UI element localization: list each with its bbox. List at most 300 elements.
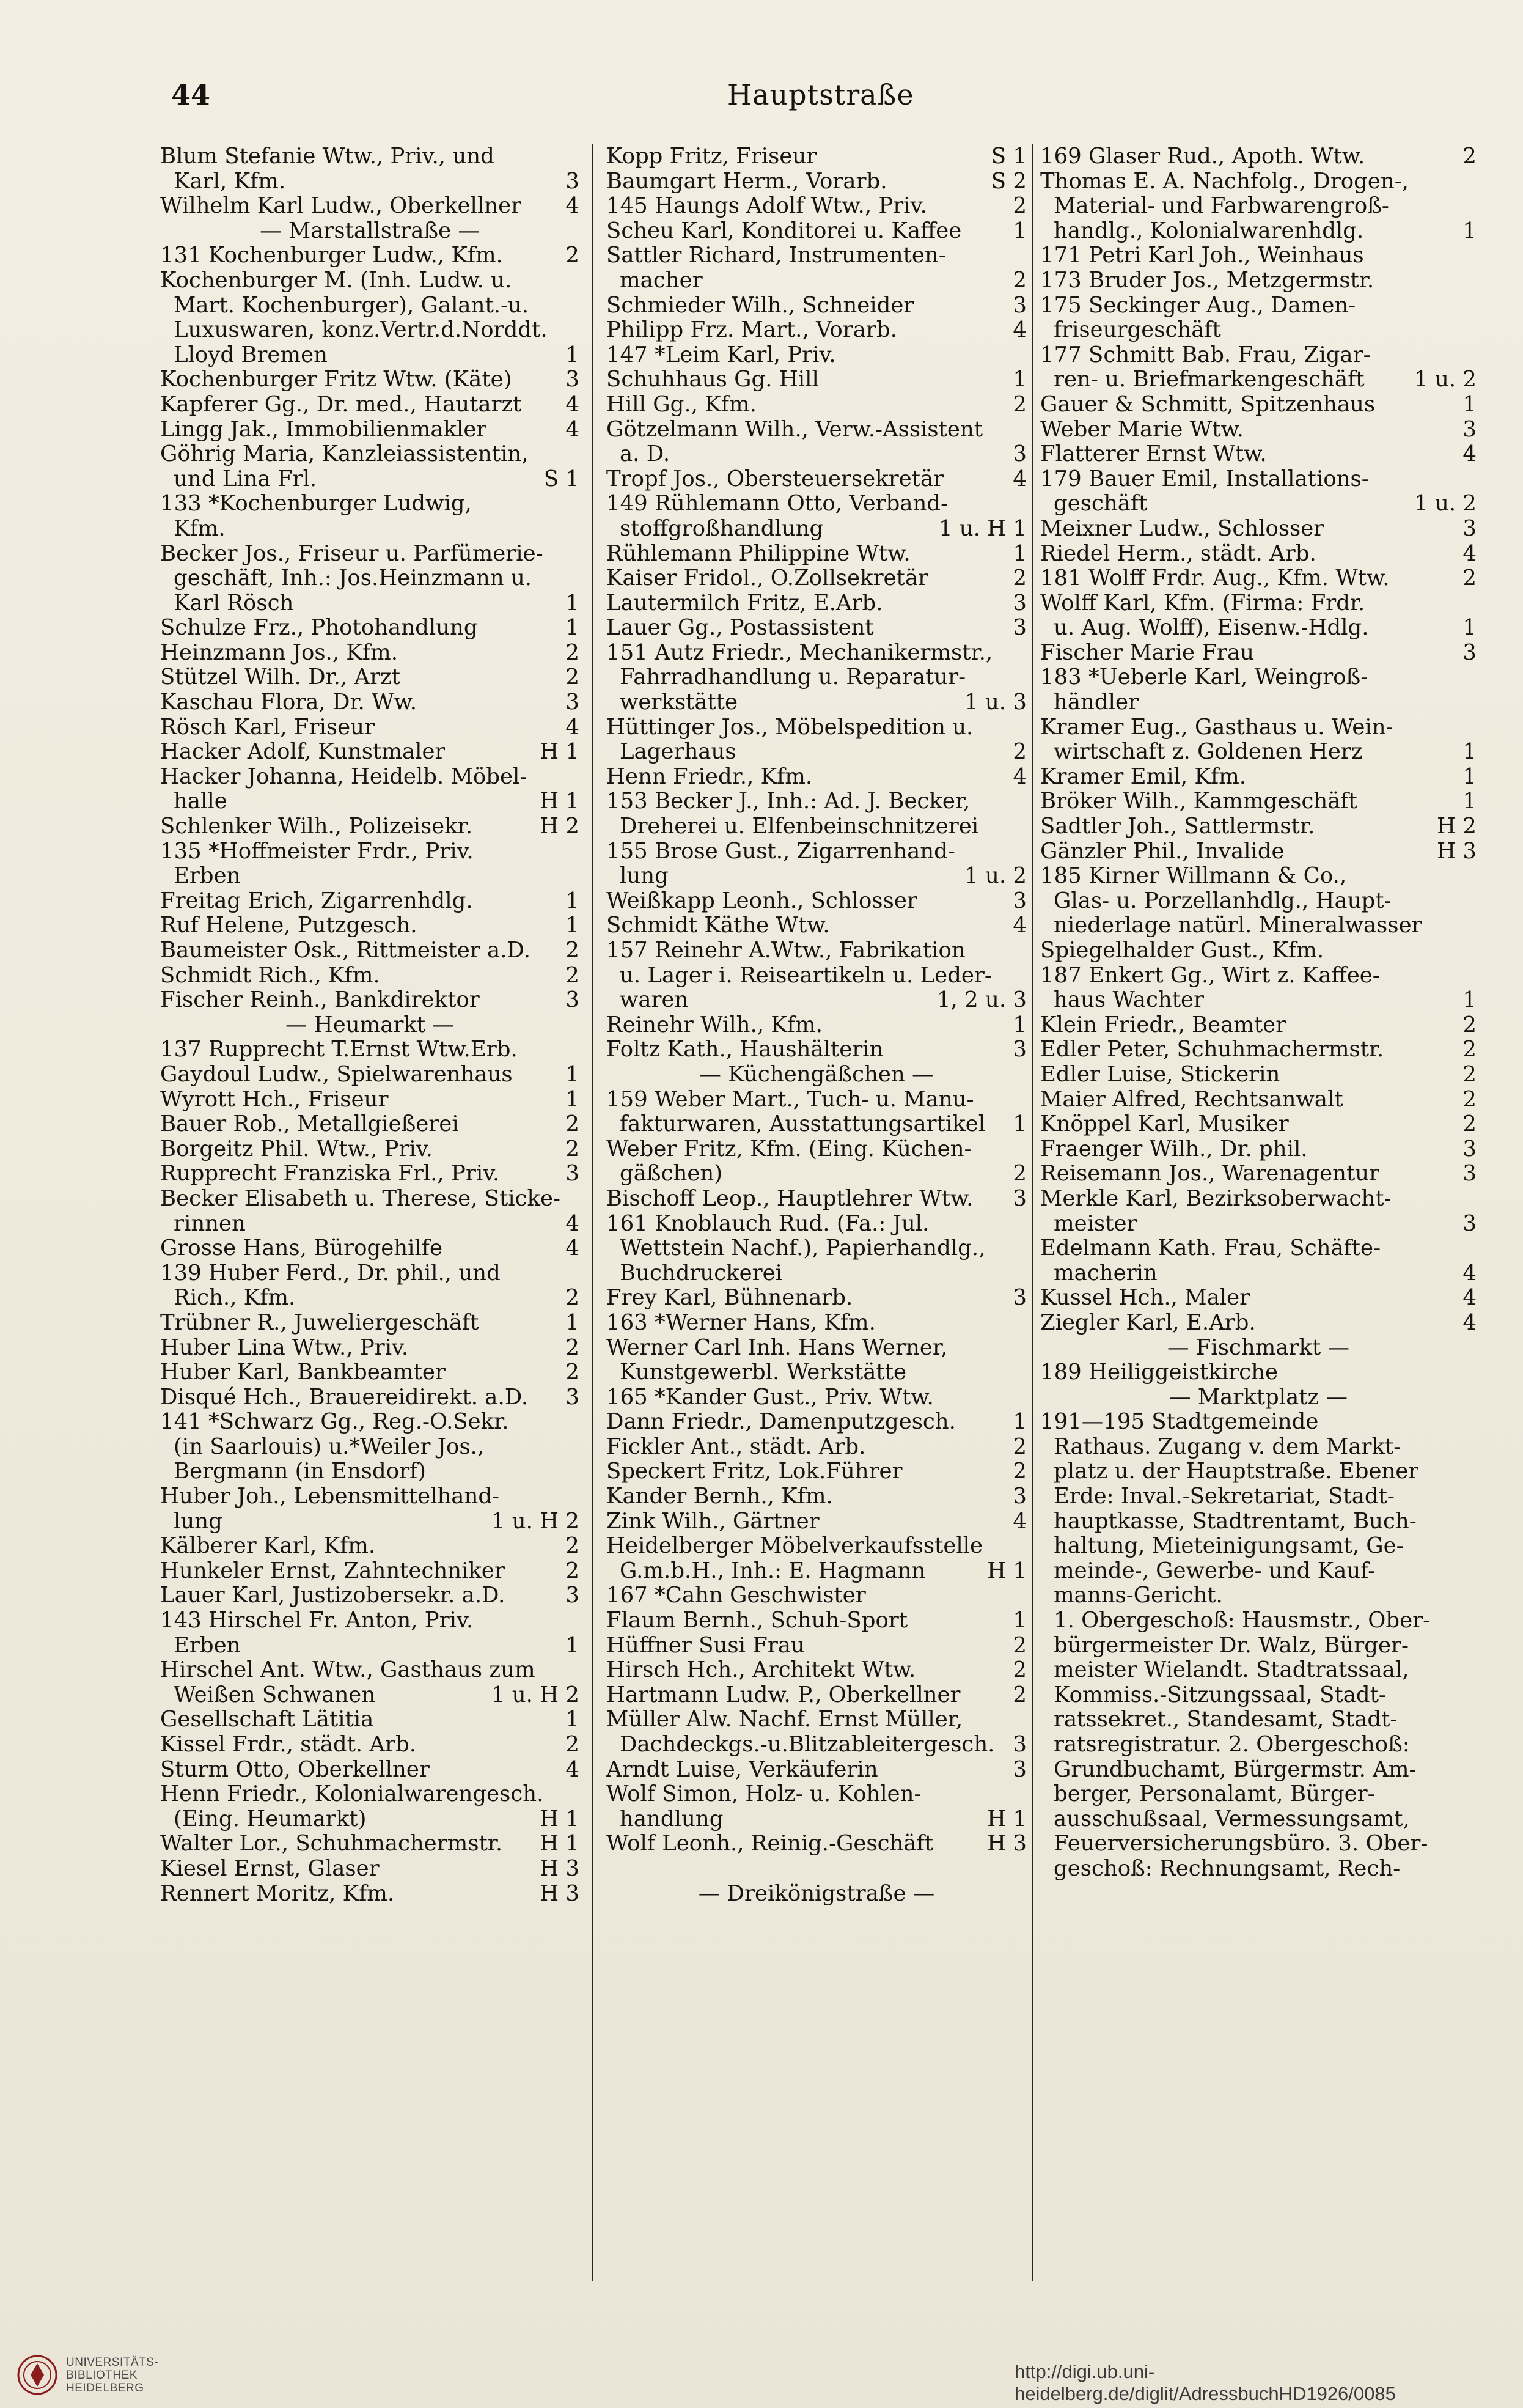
entry-text: rinnen [174,1211,246,1236]
entry-text: Kochenburger M. (Inh. Ludw. u. [160,268,512,293]
directory-entry-line [606,318,1027,343]
directory-entry-line [606,1435,1027,1460]
entry-text: ausschußsaal, Vermessungsamt, [1054,1806,1410,1832]
directory-entry-line [1040,169,1477,194]
floor-marker: 1 [1013,1112,1027,1137]
floor-marker: 3 [565,1162,579,1187]
floor-marker: 2 [1013,392,1027,417]
entry-text: Huber Karl, Bankbeamter [160,1360,446,1385]
entry-text: 149 Rühlemann Otto, Verband- [606,492,949,517]
entry-text: manns-Gericht. [1054,1583,1223,1608]
directory-entry-line [160,839,579,864]
directory-entry-line [160,1236,579,1261]
entry-text: ratssekret., Standesamt, Stadt- [1054,1707,1398,1732]
floor-marker: 3 [565,1385,579,1410]
floor-marker: 2 [1013,1682,1027,1707]
entry-text: Edler Luise, Stickerin [1040,1062,1280,1087]
directory-entry-line [606,765,1027,790]
column-divider [592,144,593,2281]
entry-text: Kissel Frdr., städt. Arb. [160,1732,417,1757]
floor-marker: 2 [565,243,579,268]
directory-entry-line [1040,1162,1477,1187]
floor-marker: H 3 [540,1856,579,1881]
directory-entry-line [1040,418,1477,443]
entry-text: Spiegelhalder Gust., Kfm. [1040,938,1324,963]
directory-entry-line [1040,1484,1477,1509]
floor-marker: H 3 [1437,839,1477,864]
floor-marker: 3 [1013,1037,1027,1062]
directory-entry-line [606,542,1027,567]
entry-text: handlg., Kolonialwarenhdlg. [1054,218,1364,243]
floor-marker: 4 [1462,1286,1477,1311]
entry-text: Freitag Erich, Zigarrenhdlg. [160,888,473,913]
entry-text: — Marstallstraße — [260,218,480,243]
floor-marker: 4 [565,715,579,740]
entry-text: Fahrradhandlung u. Reparatur- [620,665,966,690]
entry-text: Grosse Hans, Bürogehilfe [160,1236,442,1261]
floor-marker: 3 [1013,1757,1027,1782]
directory-entry-line [1040,542,1477,567]
entry-text: Riedel Herm., städt. Arb. [1040,541,1316,566]
directory-entry-line [160,1782,579,1807]
entry-text: 181 Wolff Frdr. Aug., Kfm. Wtw. [1040,566,1390,591]
directory-entry-line [606,1608,1027,1633]
floor-marker: 1 [1013,541,1027,566]
directory-entry-line [160,1435,579,1460]
street-heading [1040,1385,1477,1410]
floor-marker: 2 [565,1136,579,1162]
floor-marker: 2 [565,1558,579,1583]
entry-text: 143 Hirschel Fr. Anton, Priv. [160,1608,474,1633]
directory-entry-line [1040,492,1477,517]
directory-entry-line [160,1062,579,1088]
entry-text: u. Aug. Wolff), Eisenw.-Hdlg. [1054,616,1369,641]
entry-text: Erben [174,864,241,889]
entry-text: Edler Peter, Schuhmachermstr. [1040,1037,1384,1062]
entry-text: Gauer & Schmitt, Spitzenhaus [1040,392,1376,417]
entry-text: macher [620,268,703,293]
entry-text: Rösch Karl, Friseur [160,715,375,740]
floor-marker: H 1 [540,789,579,814]
entry-text: Lingg Jak., Immobilienmakler [160,417,487,442]
entry-text: Werner Carl Inh. Hans Werner, [606,1335,948,1360]
directory-entry-line [1040,343,1477,368]
floor-marker: 3 [1013,616,1027,641]
directory-entry-line [606,1385,1027,1410]
entry-text: Gaydoul Ludw., Spielwarenhaus [160,1062,513,1087]
entry-text: Flatterer Ernst Wtw. [1040,442,1267,467]
directory-entry-line [1040,1261,1477,1286]
floor-marker: 1 [565,1087,579,1112]
directory-entry-line [1040,1459,1477,1484]
directory-column-3 [1040,144,1477,2321]
entry-text: — Heumarkt — [285,1012,454,1037]
floor-marker: 4 [565,1236,579,1261]
entry-text: Müller Alw. Nachf. Ernst Müller, [606,1707,963,1732]
floor-marker: 1 [1462,789,1477,814]
directory-entry-line [606,988,1027,1013]
entry-text: Foltz Kath., Haushälterin [606,1037,884,1062]
entry-text: — Dreikönigstraße — [698,1881,935,1906]
entry-text: Thomas E. A. Nachfolg., Drogen-, [1040,169,1409,194]
entry-text: 183 *Ueberle Karl, Weingroß- [1040,665,1368,690]
directory-entry-line [160,963,579,989]
entry-text: Weber Fritz, Kfm. (Eing. Küchen- [606,1136,972,1162]
directory-entry-line [160,715,579,740]
floor-marker: H 3 [540,1881,579,1906]
directory-entry-line [160,367,579,392]
directory-entry-line [606,1807,1027,1832]
entry-text: — Marktplatz — [1169,1385,1348,1410]
directory-entry-line [1040,1509,1477,1534]
floor-marker: 4 [565,1211,579,1236]
directory-entry-line [606,243,1027,268]
floor-marker: 3 [565,988,579,1013]
directory-entry-line [160,442,579,467]
directory-entry-line [160,418,579,443]
floor-marker: 2 [565,1534,579,1559]
entry-text: 163 *Werner Hans, Kfm. [606,1310,876,1335]
entry-text: Kaschau Flora, Dr. Ww. [160,690,417,715]
directory-entry-line [160,1212,579,1237]
floor-marker: 4 [1013,764,1027,789]
directory-entry-line [1040,864,1477,889]
floor-marker: 1 [1462,764,1477,789]
floor-marker: 1 [1462,218,1477,243]
directory-entry-line [606,1658,1027,1683]
directory-entry-line [1040,1013,1477,1038]
directory-entry-line [606,293,1027,318]
entry-text: Kochenburger Fritz Wtw. (Käte) [160,367,512,392]
directory-entry-line [160,1286,579,1311]
directory-entry-line [1040,1311,1477,1336]
directory-entry-line [606,1857,1027,1882]
library-name-line: BIBLIOTHEK [66,2369,138,2382]
directory-entry-line [1040,1360,1477,1385]
directory-entry-line [160,616,579,641]
directory-entry-line [160,988,579,1013]
directory-entry-line [1040,1683,1477,1708]
entry-text: Hirschel Ant. Wtw., Gasthaus zum [160,1658,535,1683]
floor-marker: 3 [1013,1186,1027,1211]
entry-text: Lauer Gg., Postassistent [606,616,874,641]
entry-text: bürgermeister Dr. Walz, Bürger- [1054,1633,1409,1658]
entry-text: 179 Bauer Emil, Installations- [1040,466,1369,492]
directory-entry-line [606,1534,1027,1559]
directory-entry-line [160,1088,579,1113]
floor-marker: 3 [565,1583,579,1608]
directory-entry-line [606,492,1027,517]
entry-text: Meixner Ludw., Schlosser [1040,516,1324,541]
entry-text: Huber Lina Wtw., Priv. [160,1335,409,1360]
entry-text: meister [1054,1211,1137,1236]
entry-text: u. Lager i. Reiseartikeln u. Leder- [620,963,992,988]
entry-text: wirtschaft z. Goldenen Herz [1054,740,1363,765]
directory-entry-line [160,343,579,368]
entry-text: Frey Karl, Bühnenarb. [606,1286,853,1311]
entry-text: geschäft, Inh.: Jos.Heinzmann u. [174,566,532,591]
entry-text: Heidelberger Möbelverkaufsstelle [606,1534,983,1559]
entry-text: Kommiss.-Sitzungssaal, Stadt- [1054,1682,1386,1707]
floor-marker: 4 [1013,318,1027,343]
directory-entry-line [1040,1832,1477,1857]
floor-marker: 2 [1013,194,1027,219]
entry-text: 167 *Cahn Geschwister [606,1583,866,1608]
entry-text: Hirsch Hch., Architekt Wtw. [606,1658,916,1683]
directory-entry-line [1040,293,1477,318]
entry-text: niederlage natürl. Mineralwasser [1054,913,1422,938]
entry-text: Reinehr Wilh., Kfm. [606,1012,823,1037]
floor-marker: 3 [565,367,579,392]
directory-entry-line [606,1459,1027,1484]
directory-entry-line [1040,1807,1477,1832]
directory-entry-line [1040,1633,1477,1659]
floor-marker: 1 u. 2 [1414,367,1477,392]
entry-text: friseurgeschäft [1054,318,1221,343]
entry-text: Dann Friedr., Damenputzgesch. [606,1410,956,1435]
floor-marker: 2 [1013,740,1027,765]
floor-marker: 4 [1013,466,1027,492]
floor-marker: 4 [565,1757,579,1782]
directory-entry-line [160,1583,579,1608]
directory-entry-line [160,1484,579,1509]
entry-text: Fraenger Wilh., Dr. phil. [1040,1136,1308,1162]
floor-marker: 1 [565,888,579,913]
directory-entry-line [606,665,1027,690]
directory-entry-line [1040,1608,1477,1633]
directory-entry-line [1040,1534,1477,1559]
entry-text: Kaiser Fridol., O.Zollsekretär [606,566,928,591]
floor-marker: 2 [1462,1112,1477,1137]
floor-marker: 1 [565,1062,579,1087]
entry-text: Kfm. [174,516,226,541]
directory-entry-line [160,566,579,591]
floor-marker: 2 [565,963,579,988]
entry-text: Borgeitz Phil. Wtw., Priv. [160,1136,433,1162]
floor-marker: H 1 [540,1806,579,1832]
directory-entry-line [606,789,1027,814]
entry-text: Walter Lor., Schuhmachermstr. [160,1832,503,1857]
entry-text: Hacker Johanna, Heidelb. Möbel- [160,764,527,789]
directory-entry-line [160,492,579,517]
entry-text: Rich., Kfm. [174,1286,296,1311]
entry-text: Material- und Farbwarengroß- [1054,194,1389,219]
entry-text: 1. Obergeschoß: Hausmstr., Ober- [1054,1608,1431,1633]
entry-text: Blum Stefanie Wtw., Priv., und [160,144,494,169]
directory-entry-line [606,1484,1027,1509]
entry-text: Reisemann Jos., Warenagentur [1040,1162,1380,1187]
directory-entry-line [160,1534,579,1559]
entry-text: Kussel Hch., Maler [1040,1286,1250,1311]
floor-marker: 2 [1462,1037,1477,1062]
directory-entry-line [606,566,1027,591]
directory-entry-line [606,194,1027,219]
floor-marker: 2 [565,938,579,963]
directory-entry-line [1040,938,1477,963]
floor-marker: H 2 [1437,814,1477,839]
floor-marker: 3 [1013,442,1027,467]
floor-marker: 1 [1462,988,1477,1013]
floor-marker: 2 [1462,1087,1477,1112]
entry-text: Karl Rösch [174,591,294,616]
floor-marker: H 2 [540,814,579,839]
entry-text: Sturm Otto, Oberkellner [160,1757,430,1782]
floor-marker: 3 [1462,640,1477,665]
entry-text: Hüttinger Jos., Möbelspedition u. [606,715,974,740]
entry-text: Schulze Frz., Photohandlung [160,616,478,641]
directory-entry-line [160,1758,579,1783]
directory-entry-line [160,194,579,219]
entry-text: 155 Brose Gust., Zigarrenhand- [606,839,955,864]
directory-entry-line [1040,1583,1477,1608]
entry-text: Disqué Hch., Brauereidirekt. a.D. [160,1385,529,1410]
floor-marker: 1 u. 2 [964,864,1027,889]
entry-text: Bröker Wilh., Kammgeschäft [1040,789,1357,814]
entry-text: Gänzler Phil., Invalide [1040,839,1285,864]
library-seal-icon [17,2355,57,2395]
directory-entry-line [1040,616,1477,641]
directory-entry-line [1040,1732,1477,1758]
entry-text: lung [620,864,669,889]
directory-entry-line [606,169,1027,194]
entry-text: Sattler Richard, Instrumenten- [606,243,946,268]
directory-entry-line [606,1360,1027,1385]
entry-text: 187 Enkert Gg., Wirt z. Kaffee- [1040,963,1380,988]
entry-text: 145 Haungs Adolf Wtw., Priv. [606,194,927,219]
entry-text: Merkle Karl, Bezirksoberwacht- [1040,1186,1392,1211]
directory-entry-line [160,665,579,690]
entry-text: lung [174,1509,222,1534]
directory-entry-line [1040,1062,1477,1088]
entry-text: (in Saarlouis) u.*Weiler Jos., [174,1434,485,1459]
entry-text: macherin [1054,1261,1158,1286]
directory-entry-line [160,1261,579,1286]
entry-text: meinde-, Gewerbe- und Kauf- [1054,1558,1376,1583]
directory-entry-line [160,318,579,343]
entry-text: Wolff Karl, Kfm. (Firma: Frdr. [1040,591,1365,616]
entry-text: Luxuswaren, konz.Vertr.d.Norddt. [174,318,548,343]
directory-entry-line [606,616,1027,641]
floor-marker: 3 [1462,417,1477,442]
directory-entry-line [160,913,579,938]
directory-entry-line [606,1286,1027,1311]
floor-marker: 1 [1013,1608,1027,1633]
directory-entry-line [1040,144,1477,169]
directory-entry-line [160,1807,579,1832]
floor-marker: 2 [1013,1434,1027,1459]
entry-text: Bergmann (in Ensdorf) [174,1459,427,1484]
entry-text: gäßchen) [620,1162,723,1187]
entry-text: Hill Gg., Kfm. [606,392,757,417]
entry-text: Speckert Fritz, Lok.Führer [606,1459,903,1484]
directory-entry-line [606,467,1027,492]
entry-text: 159 Weber Mart., Tuch- u. Manu- [606,1087,974,1112]
entry-text: Schmidt Rich., Kfm. [160,963,380,988]
entry-text: 175 Seckinger Aug., Damen- [1040,293,1356,318]
entry-text: Wolf Simon, Holz- u. Kohlen- [606,1782,922,1807]
entry-text: 139 Huber Ferd., Dr. phil., und [160,1261,501,1286]
entry-text: G.m.b.H., Inh.: E. Hagmann [620,1558,926,1583]
directory-entry-line [1040,1707,1477,1732]
directory-entry-line [1040,988,1477,1013]
directory-entry-line [606,144,1027,169]
directory-entry-line [606,715,1027,740]
floor-marker: 2 [565,1286,579,1311]
entry-text: Weißkapp Leonh., Schlosser [606,888,917,913]
entry-text: Knöppel Karl, Musiker [1040,1112,1289,1137]
entry-text: Mart. Kochenburger), Galant.-u. [174,293,529,318]
floor-marker: 1 [1013,367,1027,392]
street-heading [160,1013,579,1038]
directory-entry-line [606,1410,1027,1435]
floor-marker: 1 [565,591,579,616]
directory-entry-line [1040,740,1477,765]
entry-text: 185 Kirner Willmann & Co., [1040,864,1347,889]
directory-entry-line [606,641,1027,666]
floor-marker: S 2 [991,169,1027,194]
entry-text: 169 Glaser Rud., Apoth. Wtw. [1040,144,1365,169]
entry-text: Götzelmann Wilh., Verw.-Assistent [606,417,983,442]
entry-text: handlung [620,1806,724,1832]
directory-entry-line [160,1683,579,1708]
floor-marker: 3 [1013,1484,1027,1509]
entry-text: Gesellschaft Lätitia [160,1707,374,1732]
entry-text: Kälberer Karl, Kfm. [160,1534,376,1559]
directory-entry-line [606,418,1027,443]
entry-text: Scheu Karl, Konditorei u. Kaffee [606,218,962,243]
floor-marker: 3 [1013,888,1027,913]
entry-text: Zink Wilh., Gärtner [606,1509,820,1534]
directory-entry-line [160,789,579,814]
floor-marker: 2 [1013,1459,1027,1484]
source-url-link[interactable]: http://digi.ub.uni-heidelberg.de/diglit/AdressbuchHD1926/0085 [1015,2361,1396,2404]
entry-text: meister Wielandt. Stadtratssaal, [1054,1658,1409,1683]
directory-entry-line [1040,1112,1477,1137]
floor-marker: H 1 [540,1832,579,1857]
floor-marker: 1 [1462,740,1477,765]
entry-text: Fickler Ant., städt. Arb. [606,1434,866,1459]
directory-column-2 [606,144,1027,2321]
entry-text: 191—195 Stadtgemeinde [1040,1410,1319,1435]
floor-marker: 4 [1462,1310,1477,1335]
directory-entry-line [160,641,579,666]
directory-entry-line [606,442,1027,467]
directory-entry-line [1040,268,1477,293]
directory-entry-line [1040,219,1477,244]
entry-text: Weber Marie Wtw. [1040,417,1244,442]
directory-entry-line [160,1559,579,1584]
entry-text: — Küchengäßchen — [699,1062,934,1087]
library-logo[interactable] [17,2352,274,2401]
floor-marker: 1 [565,1633,579,1658]
directory-entry-line [160,467,579,492]
floor-marker: 1 u. H 2 [491,1509,579,1534]
directory-entry-line [1040,789,1477,814]
directory-entry-line [606,343,1027,368]
entry-text: Erben [174,1633,241,1658]
floor-marker: 1 [565,616,579,641]
page-number: 44 [171,78,211,111]
entry-text: Baumeister Osk., Rittmeister a.D. [160,938,530,963]
directory-entry-line [160,1385,579,1410]
entry-text: Fischer Reinh., Bankdirektor [160,988,480,1013]
floor-marker: 1 [565,913,579,938]
directory-entry-line [606,913,1027,938]
entry-text: Wolf Leonh., Reinig.-Geschäft [606,1832,933,1857]
entry-text: 137 Rupprecht T.Ernst Wtw.Erb. [160,1037,518,1062]
directory-entry-line [160,1459,579,1484]
directory-entry-line [1040,1782,1477,1807]
